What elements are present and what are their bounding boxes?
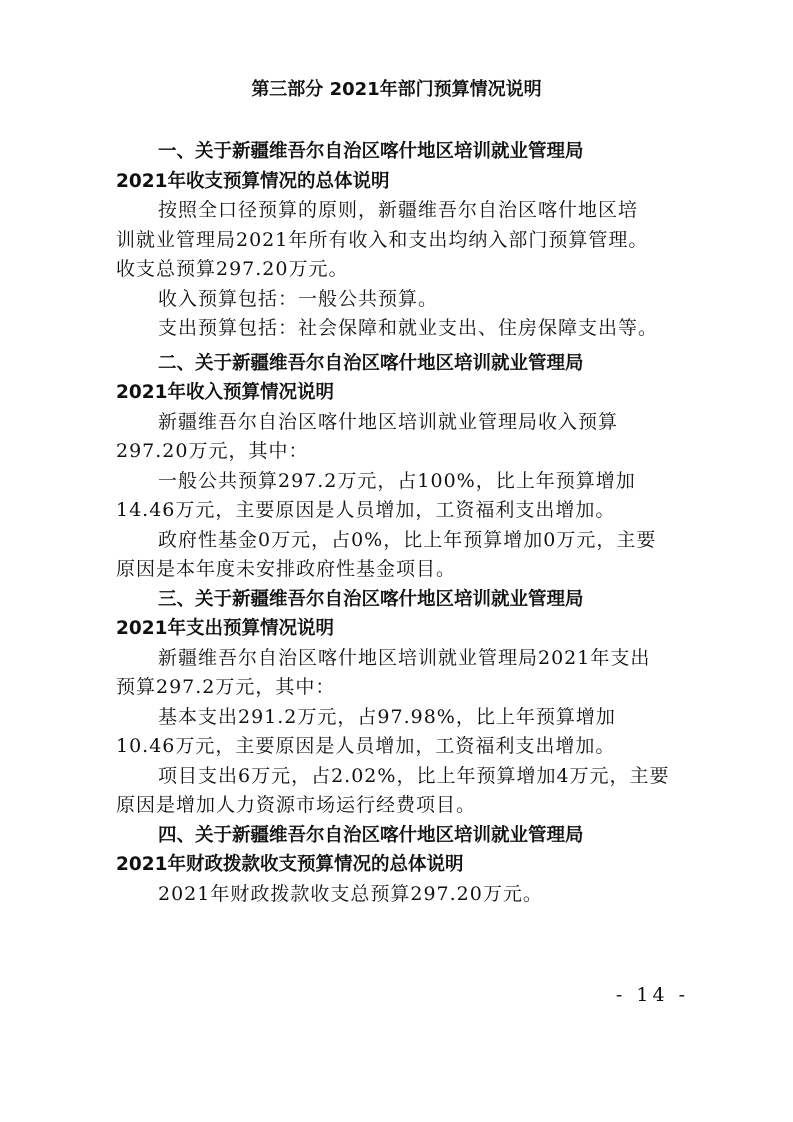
paragraph-line: 297.20万元，其中： [116,440,309,462]
paragraph-line: 收入预算包括：一般公共预算。 [158,287,439,310]
page-title: 第三部分 2021年部门预算情况说明 [251,79,542,100]
section-heading-line-1: 一、关于新疆维吾尔自治区喀什地区培训就业管理局 [158,141,584,162]
paragraph-line: 一般公共预算297.2万元，占100%，比上年预算增加 [158,469,636,492]
paragraph [116,196,696,285]
paragraph-line: 10.46万元，主要原因是人员增加，工资福利支出增加。 [116,735,616,757]
section-1 [116,137,696,344]
page-number: - 14 - [615,984,689,1006]
paragraph-line: 训就业管理局2021年所有收入和支出均纳入部门预算管理。 [116,228,649,251]
paragraph [116,762,696,821]
paragraph [116,644,696,703]
paragraph-line: 基本支出291.2万元，占97.98%，比上年预算增加 [158,705,616,728]
paragraph-line: 政府性基金0万元，占0%，比上年预算增加0万元，主要 [158,528,657,551]
paragraph [116,703,696,762]
paragraph-line: 项目支出6万元，占2.02%，比上年预算增加4万元，主要 [158,764,670,787]
paragraph-line: 预算297.2万元，其中： [116,676,336,698]
section-heading-line-1: 二、关于新疆维吾尔自治区喀什地区培训就业管理局 [158,352,584,374]
section-4 [116,821,696,910]
paragraph-line: 原因是本年度未安排政府性基金项目。 [116,558,457,580]
section-heading [116,585,696,644]
paragraph-line: 新疆维吾尔自治区喀什地区培训就业管理局2021年支出 [158,646,651,669]
section-heading-line-2: 2021年收入预算情况说明 [116,382,334,403]
paragraph-line: 支出预算包括：社会保障和就业支出、住房保障支出等。 [158,317,659,339]
paragraph-line: 2021年财政拨款收支总预算297.20万元。 [158,882,543,905]
paragraph-line: 14.46万元，主要原因是人员增加，工资福利支出增加。 [116,499,616,521]
paragraph-line: 新疆维吾尔自治区喀什地区培训就业管理局收入预算 [158,410,619,433]
section-heading-line-1: 四、关于新疆维吾尔自治区喀什地区培训就业管理局 [158,824,584,846]
section-2 [116,349,696,585]
section-heading [116,137,696,196]
paragraph [116,880,696,910]
paragraph-line: 原因是增加人力资源市场运行经费项目。 [116,794,477,816]
paragraph [116,467,696,526]
section-heading-line-1: 三、关于新疆维吾尔自治区喀什地区培训就业管理局 [158,588,584,610]
section-heading-line-2: 2021年财政拨款收支预算情况的总体说明 [116,854,464,875]
paragraph [116,285,696,315]
section-heading-line-2: 2021年收支预算情况的总体说明 [116,170,390,192]
paragraph [116,408,696,467]
document-body [116,137,696,909]
paragraph-line: 收支总预算297.20万元。 [116,258,349,280]
paragraph [116,314,696,344]
section-heading [116,821,696,880]
paragraph-line: 按照全口径预算的原则，新疆维吾尔自治区喀什地区培 [158,199,639,221]
paragraph [116,526,696,585]
section-heading [116,349,696,408]
section-heading-line-2: 2021年支出预算情况说明 [116,618,334,639]
section-3 [116,585,696,821]
